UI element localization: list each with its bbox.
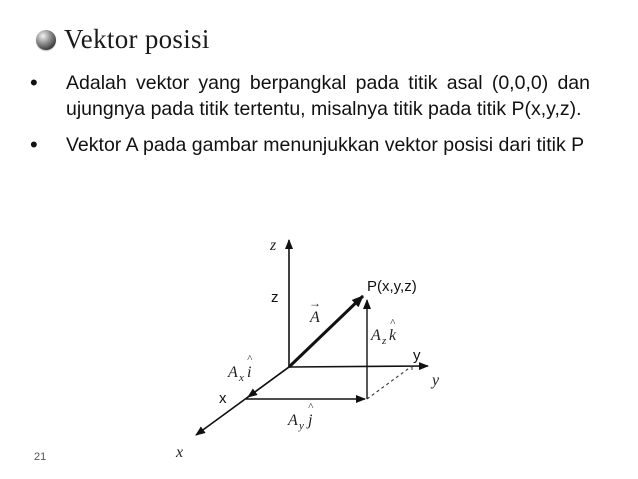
z-axis-script-label: z xyxy=(270,237,277,254)
bullet-marker: • xyxy=(30,70,38,95)
x-component-hat: ^ xyxy=(247,353,252,365)
x-component-unit: i xyxy=(247,364,252,381)
x-axis-label: x xyxy=(219,390,227,407)
page-number: 21 xyxy=(34,451,47,463)
y-axis xyxy=(289,366,428,367)
bullet-marker: • xyxy=(30,132,38,157)
x-component-arrow xyxy=(248,367,289,397)
x-component-main: A xyxy=(228,364,238,381)
y-component-hat: ^ xyxy=(308,401,313,413)
z-component-sub: z xyxy=(382,335,387,347)
vector-a-label: A xyxy=(310,309,320,326)
x-component-sub: x xyxy=(239,372,244,384)
y-component-unit: j xyxy=(308,412,313,429)
y-axis-script-label: y xyxy=(432,372,440,389)
z-component-hat: ^ xyxy=(390,317,395,329)
y-component-main: A xyxy=(288,412,298,429)
x-axis-script-label: x xyxy=(176,444,184,461)
position-vector-a xyxy=(289,296,363,367)
z-axis-label: z xyxy=(271,289,279,306)
bullet-text: Adalah vektor yang berpangkal pada titik asal (0,0,0) dan ujungnya pada titik tertentu, misalnya titik pada titik P(x,y,z). xyxy=(66,72,590,120)
y-axis-label: y xyxy=(413,347,421,364)
vector-a-accent: → xyxy=(309,296,321,310)
point-p-label: P(x,y,z) xyxy=(367,278,417,295)
projection-line xyxy=(367,366,412,399)
title-text: Vektor posisi xyxy=(64,24,210,54)
z-component-unit: k xyxy=(389,327,397,344)
y-component-sub: y xyxy=(299,420,304,432)
z-component-main: A xyxy=(371,327,381,344)
bullet-text: Vektor A pada gambar menunjukkan vektor posisi dari titik P xyxy=(66,134,585,156)
